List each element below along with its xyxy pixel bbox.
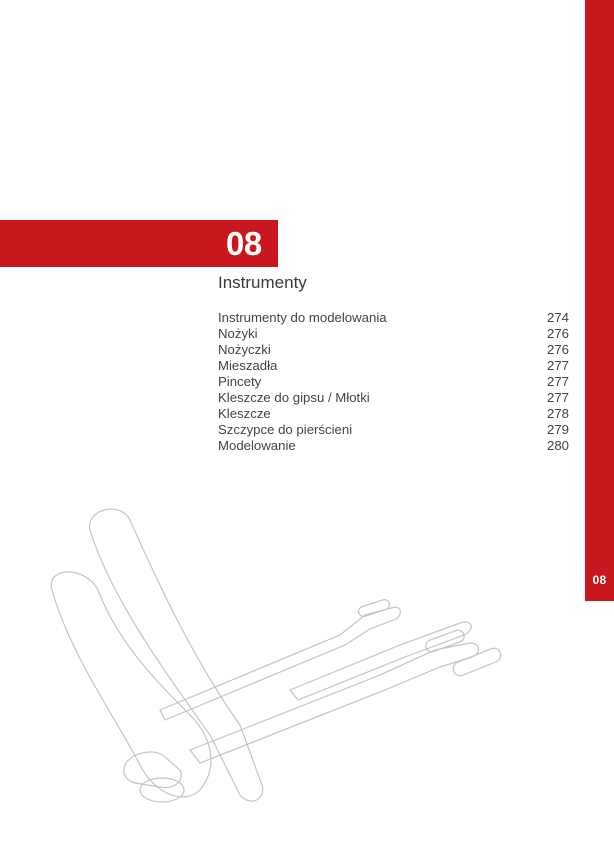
chapter-title: Instrumenty (218, 273, 307, 292)
toc-item-page: 280 (546, 438, 569, 453)
toc-item[interactable] (218, 390, 569, 406)
toc-item-label: Nożyki (218, 326, 258, 341)
toc-item[interactable] (218, 310, 569, 326)
toc-item-label: Kleszcze do gipsu / Młotki (218, 390, 370, 405)
spatula-long-outline (90, 509, 263, 801)
toc-item-label: Instrumenty do modelowania (218, 310, 387, 325)
pliers-arm-lower (190, 643, 479, 763)
pliers-arm-upper (160, 607, 400, 720)
toc-item-label: Modelowanie (218, 438, 296, 453)
toc-item-label: Kleszcze (218, 406, 271, 421)
toc-item[interactable] (218, 438, 569, 454)
toc-item-page: 278 (546, 406, 569, 421)
instruments-outline-illustration (40, 495, 520, 815)
toc-item[interactable] (218, 342, 569, 358)
side-accent-strip (585, 0, 614, 601)
toc-item-label: Pincety (218, 374, 262, 389)
chapter-number: 08 (226, 225, 262, 262)
toc-item-page: 276 (546, 342, 569, 357)
toc-item-label: Szczypce do pierścieni (218, 422, 353, 437)
pliers-ring-third (451, 646, 503, 678)
toc-item[interactable] (218, 374, 569, 390)
table-of-contents (218, 310, 569, 454)
pliers-arm-third (290, 622, 471, 700)
toc-item-label: Nożyczki (218, 342, 271, 357)
pliers-ring-lower (424, 629, 466, 654)
toc-item-page: 274 (546, 310, 569, 325)
toc-item-page: 276 (546, 326, 569, 341)
toc-item[interactable] (218, 406, 569, 422)
toc-item[interactable] (218, 422, 569, 438)
toc-item[interactable] (218, 358, 569, 374)
toc-item-page: 277 (546, 358, 569, 373)
pliers-ring-upper (357, 598, 391, 617)
side-chapter-tab: 08 (592, 573, 607, 587)
toc-item-page: 277 (546, 390, 569, 405)
toc-item-page: 277 (546, 374, 569, 389)
spatula-short-outline (51, 572, 211, 797)
toc-item-page: 279 (546, 422, 569, 437)
toc-item[interactable] (218, 326, 569, 342)
toc-item-label: Mieszadła (218, 358, 278, 373)
